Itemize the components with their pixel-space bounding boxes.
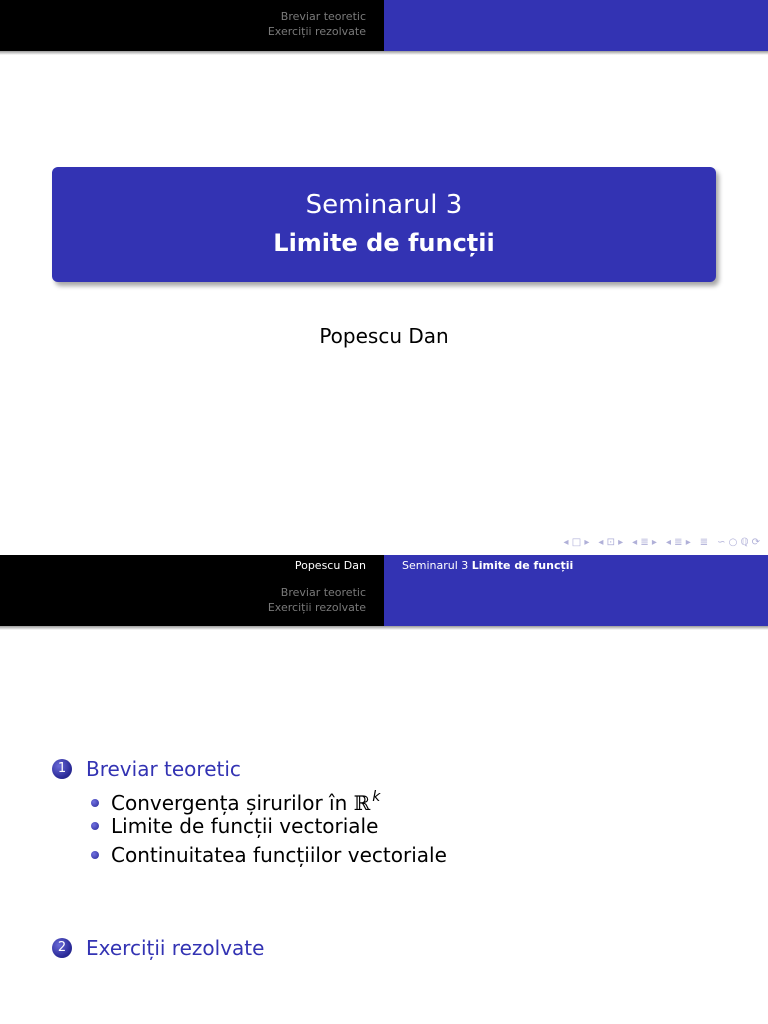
toc-section-label: Breviar teoretic [86, 757, 241, 781]
presentation-subtitle: Limite de funcții [273, 229, 495, 257]
toc-subsection-2[interactable] [91, 812, 378, 840]
toc-subsection-label: Limite de funcții vectoriale [111, 814, 379, 838]
slide1-header-shadow [0, 51, 768, 55]
header-subtitle-text: Limite de funcții [471, 559, 574, 572]
slide2-header-left [0, 555, 384, 626]
real-numbers-symbol: ℝ [353, 791, 371, 815]
nav-frame-icon[interactable]: ◂ □ ▸ [563, 537, 590, 548]
bullet-icon [91, 822, 99, 830]
beamer-navigation-bar [564, 536, 760, 550]
toc-subsection-label: Convergența șirurilor în [111, 791, 354, 815]
section-number-badge: 2 [52, 938, 72, 958]
header-author[interactable]: Popescu Dan [294, 559, 366, 572]
header-section-link-exercitii[interactable]: Exerciții rezolvate [267, 25, 366, 38]
slide2-header-shadow [0, 626, 768, 630]
toc-section-1[interactable] [52, 755, 241, 783]
header-section-link-exercitii[interactable]: Exerciții rezolvate [267, 601, 366, 614]
section-number-badge: 1 [52, 759, 72, 779]
header-title-text: Seminarul 3 [402, 559, 469, 572]
slide1-header-right [384, 0, 768, 51]
toc-subsection-3[interactable] [91, 841, 447, 869]
exponent-k: k [372, 789, 381, 805]
nav-toc-icon[interactable]: ≣ [699, 537, 709, 548]
nav-subsection-list-icon[interactable]: ◂ ≣ ▸ [665, 537, 691, 548]
header-short-title[interactable] [402, 558, 768, 573]
slide2-header [0, 555, 768, 626]
bullet-icon [91, 799, 99, 807]
author-name: Popescu Dan [319, 324, 449, 348]
toc-section-label: Exerciții rezolvate [86, 936, 265, 960]
nav-section-icon[interactable]: ◂ ≣ ▸ [632, 537, 657, 548]
header-section-link-breviar[interactable]: Breviar teoretic [280, 586, 366, 599]
slide2-header-right [384, 555, 768, 626]
bullet-icon [91, 851, 99, 859]
nav-subsection-icon[interactable]: ◂ ⊡ ▸ [598, 537, 624, 548]
header-section-link-breviar[interactable]: Breviar teoretic [280, 10, 366, 23]
presentation-title: Seminarul 3 [305, 190, 463, 220]
nav-search-icon[interactable]: ∽ ○ ℚ ⟳ [717, 537, 760, 548]
toc-subsection-label: Continuitatea funcțiilor vectoriale [111, 843, 447, 867]
slide1-header [0, 0, 768, 51]
slide1-header-sections [0, 0, 384, 51]
toc-section-2[interactable] [52, 934, 264, 962]
title-box [52, 167, 716, 282]
